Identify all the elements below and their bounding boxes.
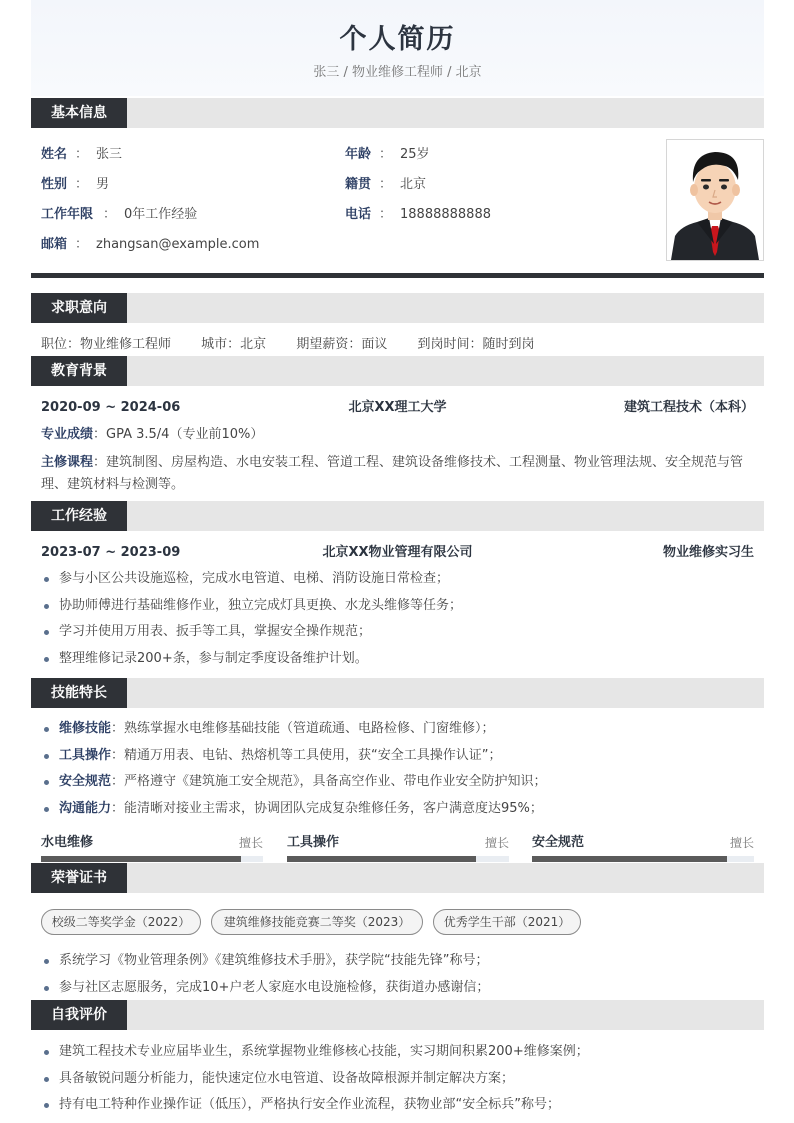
avatar-illustration (667, 140, 763, 260)
skill-bar-track (287, 856, 509, 862)
info-years-key: 工作年限 (41, 207, 94, 222)
info-years (41, 205, 197, 225)
divider-rule (31, 273, 764, 278)
education-school: 北京XX理工大学 (348, 400, 447, 415)
education-courses-value: ：建筑制图、房屋构造、水电安装工程、管道工程、建筑设备维修技术、工程测量、物业管理法规、安全规范与管理、建筑材料与检测等。 (41, 455, 744, 492)
work-list (41, 566, 753, 672)
education-major: 建筑工程技术（本科） (623, 400, 754, 415)
info-phone (345, 205, 491, 225)
skill-bar-name: 工具操作 (287, 835, 340, 850)
list-item: 学习并使用万用表、扳手等工具，掌握安全操作规范； (41, 619, 753, 646)
info-colon: ： (103, 207, 117, 222)
info-phone-value: 18888888888 (400, 207, 491, 222)
list-item: 参与社区志愿服务，完成10+户老人家庭水电设施检修，获街道办感谢信； (41, 975, 753, 1002)
self-list (41, 1039, 753, 1119)
skill-bar-level: 擅长 (484, 836, 509, 850)
section-education-label: 教育背景 (31, 356, 127, 386)
section-skills (31, 678, 764, 708)
work-role: 物业维修实习生 (662, 545, 754, 560)
skill-bar-track (532, 856, 754, 862)
info-email-value: zhangsan@example.com (96, 237, 260, 252)
list-item: 建筑工程技术专业应届毕业生，系统掌握物业维修核心技能，实习期间积累200+维修案例； (41, 1039, 753, 1066)
skills-list (41, 716, 753, 822)
info-hometown-key: 籍贯 (345, 177, 372, 192)
skill-key: 维修技能 (59, 721, 112, 736)
info-age (345, 145, 430, 165)
info-colon: ： (75, 237, 89, 252)
info-email-key: 邮箱 (41, 237, 68, 252)
section-self-label: 自我评价 (31, 1000, 127, 1030)
list-item: 协助师傅进行基础维修作业，独立完成灯具更换、水龙头维修等任务； (41, 593, 753, 620)
work-company: 北京XX物业管理有限公司 (322, 545, 473, 560)
resume-subtitle: 张三 / 物业维修工程师 / 北京 (313, 65, 482, 80)
skill-desc: ：精通万用表、电钻、热熔机等工具使用，获“安全工具操作认证”； (111, 747, 502, 763)
avatar-photo (666, 139, 764, 261)
education-grade-key: 专业成绩 (41, 427, 94, 442)
list-item: 持有电工特种作业操作证（低压），严格执行安全作业流程，获物业部“安全标兵”称号； (41, 1092, 753, 1119)
section-intention-label: 求职意向 (31, 293, 127, 323)
section-work (31, 501, 764, 531)
education-period: 2020-09 ~ 2024-06 (41, 400, 181, 415)
intention-line (41, 336, 560, 354)
info-hometown-value: 北京 (400, 177, 427, 192)
info-colon: ： (75, 147, 89, 162)
info-name-value: 张三 (96, 147, 123, 162)
skill-bar-fill (41, 856, 241, 862)
list-item: 具备敏锐问题分析能力，能快速定位水电管道、设备故障根源并制定解决方案； (41, 1066, 753, 1093)
info-email (41, 235, 259, 255)
info-age-value: 25岁 (400, 147, 430, 162)
honors-list (41, 948, 753, 1001)
skill-key: 工具操作 (59, 747, 112, 763)
resume-title: 个人简历 (339, 24, 456, 55)
info-gender-value: 男 (96, 177, 110, 192)
info-name (41, 145, 122, 165)
section-honors-label: 荣誉证书 (31, 863, 127, 893)
section-basic-label: 基本信息 (31, 98, 127, 128)
skill-desc: ：能清晰对接业主需求，协调团队完成复杂维修任务，客户满意度达95%； (111, 800, 543, 816)
education-grade-value: ：GPA 3.5/4（专业前10%） (93, 427, 264, 442)
info-age-key: 年龄 (345, 147, 372, 162)
skill-desc: ：严格遵守《建筑施工安全规范》，具备高空作业、带电作业安全防护知识； (111, 774, 547, 789)
list-item: 参与小区公共设施巡检，完成水电管道、电梯、消防设施日常检查； (41, 566, 753, 593)
education-courses-key: 主修课程 (41, 455, 94, 470)
honor-tag: 建筑维修技能竞赛二等奖（2023） (211, 909, 423, 935)
section-education (31, 356, 764, 386)
info-gender (41, 175, 109, 195)
skill-bar-name: 水电维修 (41, 835, 94, 850)
info-gender-key: 性别 (41, 177, 68, 192)
skill-bar-level: 擅长 (729, 836, 754, 850)
list-item (41, 769, 753, 796)
skill-bar-level: 擅长 (238, 836, 263, 850)
intention-arrival: 到岗时间：随时到岗 (417, 337, 535, 352)
section-honors (31, 863, 764, 893)
info-colon: ： (75, 177, 89, 192)
info-phone-key: 电话 (345, 207, 372, 222)
skill-bar-name: 安全规范 (532, 835, 585, 850)
info-colon: ： (379, 147, 393, 162)
section-intention (31, 293, 764, 323)
section-basic (31, 98, 764, 128)
info-colon: ： (379, 207, 393, 222)
info-years-value: 0年工作经验 (124, 207, 198, 222)
skill-bar-plumbing (41, 834, 263, 852)
list-item: 整理维修记录200+条，参与制定季度设备维护计划。 (41, 646, 753, 673)
honor-tag: 校级二等奖学金（2022） (41, 909, 201, 935)
skill-desc: ：熟练掌握水电维修基础技能（管道疏通、电路检修、门窗维修）； (111, 721, 495, 736)
skill-bar-safety (532, 834, 754, 852)
intention-city: 城市：北京 (201, 337, 267, 352)
work-period: 2023-07 ~ 2023-09 (41, 545, 181, 560)
intention-position: 职位：物业维修工程师 (41, 337, 172, 352)
list-item (41, 716, 753, 743)
intention-salary: 期望薪资：面议 (296, 337, 388, 352)
skill-key: 安全规范 (59, 774, 112, 789)
info-hometown (345, 175, 426, 195)
resume-header (31, 0, 764, 96)
resume-page (31, 0, 764, 1112)
skill-bar-track (41, 856, 263, 862)
skill-bar-fill (532, 856, 727, 862)
section-skills-label: 技能特长 (31, 678, 127, 708)
list-item: 系统学习《物业管理条例》《建筑维修技术手册》，获学院“技能先锋”称号； (41, 948, 753, 975)
info-name-key: 姓名 (41, 147, 68, 162)
skill-key: 沟通能力 (59, 800, 112, 816)
info-colon: ： (379, 177, 393, 192)
list-item (41, 743, 753, 770)
section-work-label: 工作经验 (31, 501, 127, 531)
section-self (31, 1000, 764, 1030)
honor-tag: 优秀学生干部（2021） (433, 909, 581, 935)
list-item (41, 796, 753, 823)
education-courses (41, 452, 753, 496)
education-grade (41, 424, 753, 446)
skill-bar-tools (287, 834, 509, 852)
skill-bar-fill (287, 856, 476, 862)
